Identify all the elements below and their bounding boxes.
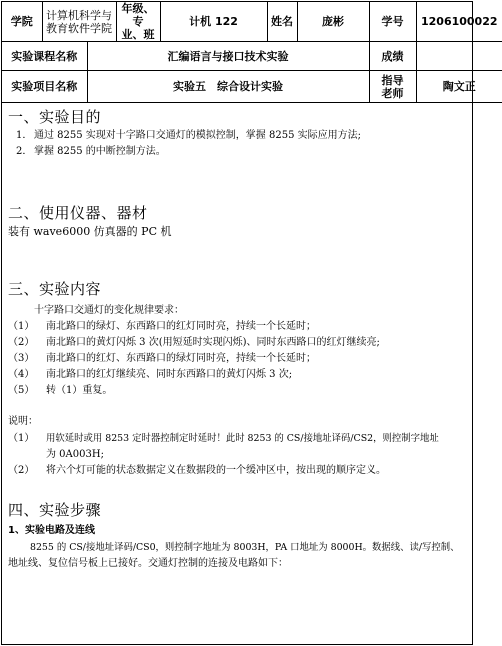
section-title-objectives: 一、实验目的 bbox=[8, 108, 102, 126]
score-value bbox=[416, 42, 502, 71]
grade-value: 计机 122 bbox=[160, 2, 267, 42]
objective-number: 2． bbox=[16, 146, 33, 157]
grade-label: 年级、专 业、班 bbox=[116, 2, 160, 42]
header-row-project bbox=[2, 71, 502, 103]
rule-item: 南北路口的黄灯闪烁 3 次(用短延时实现闪烁)、同时东西路口的红灯继续亮; bbox=[46, 337, 380, 348]
teacher-label: 指导 老师 bbox=[369, 71, 416, 103]
rule-number: （1） bbox=[8, 321, 35, 332]
course-label: 实验课程名称 bbox=[2, 42, 87, 71]
notes-label: 说明： bbox=[8, 416, 38, 427]
rule-number: （3） bbox=[8, 353, 35, 364]
score-label: 成绩 bbox=[369, 42, 416, 71]
college-value: 计算机科学与 教育软件学院 bbox=[42, 2, 116, 42]
header-row-student bbox=[2, 2, 502, 42]
report-header-table bbox=[2, 2, 502, 103]
section-title-equipment: 二、使用仪器、器材 bbox=[8, 204, 148, 222]
student-id-label: 学号 bbox=[369, 2, 416, 42]
objective-item: 通过 8255 实现对十字路口交通灯的模拟控制，掌握 8255 实际应用方法; bbox=[34, 130, 361, 141]
objective-item: 掌握 8255 的中断控制方法。 bbox=[34, 146, 166, 157]
project-value: 实验五 综合设计实验 bbox=[87, 71, 369, 103]
header-row-course bbox=[2, 42, 502, 71]
rule-number: （5） bbox=[8, 385, 35, 396]
name-label: 姓名 bbox=[267, 2, 297, 42]
note-item: 用软延时或用 8253 定时器控制定时延时！此时 8253 的 CS/接地址译码/CS2，则控制字地址 bbox=[46, 433, 439, 444]
note-number: （1） bbox=[8, 433, 35, 444]
rule-number: （2） bbox=[8, 337, 35, 348]
student-id-value: 1206100022 bbox=[416, 2, 502, 42]
course-value: 汇编语言与接口技术实验 bbox=[87, 42, 369, 71]
content-intro: 十字路口交通灯的变化规律要求： bbox=[34, 305, 184, 316]
rule-item: 南北路口的红灯、东西路口的绿灯同时亮，持续一个长延时； bbox=[46, 353, 316, 364]
lab-report-page bbox=[1, 1, 498, 645]
rule-item: 转（1）重复。 bbox=[46, 385, 113, 396]
section-title-content: 三、实验内容 bbox=[8, 280, 102, 298]
rule-item: 南北路口的绿灯、东西路口的红灯同时亮，持续一个长延时； bbox=[46, 321, 316, 332]
section-title-steps: 四、实验步骤 bbox=[8, 501, 102, 519]
college-label: 学院 bbox=[2, 2, 42, 42]
rule-item: 南北路口的红灯继续亮、同时东西路口的黄灯闪烁 3 次; bbox=[46, 369, 293, 380]
rule-number: （4） bbox=[8, 369, 35, 380]
note-item: 将六个灯可能的状态数据定义在数据段的一个缓冲区中，按出现的顺序定义。 bbox=[46, 465, 386, 476]
steps-subtitle: 1、实验电路及连线 bbox=[8, 525, 95, 536]
project-label: 实验项目名称 bbox=[2, 71, 87, 103]
teacher-value: 陶文正 bbox=[416, 71, 502, 103]
equipment-text: 装有 wave6000 仿真器的 PC 机 bbox=[8, 225, 172, 238]
note-item-continued: 为 0A003H; bbox=[46, 449, 104, 460]
objective-number: 1． bbox=[16, 130, 33, 141]
name-value: 庞彬 bbox=[297, 2, 369, 42]
note-number: （2） bbox=[8, 465, 35, 476]
steps-paragraph-line: 地址线、复位信号板上已接好。交通灯控制的连接及电路如下： bbox=[8, 558, 288, 569]
steps-paragraph-line: 8255 的 CS/接地址译码/CS0，则控制字地址为 8003H，PA 口地址为 8000H。数据线、读/写控制、 bbox=[30, 542, 460, 553]
